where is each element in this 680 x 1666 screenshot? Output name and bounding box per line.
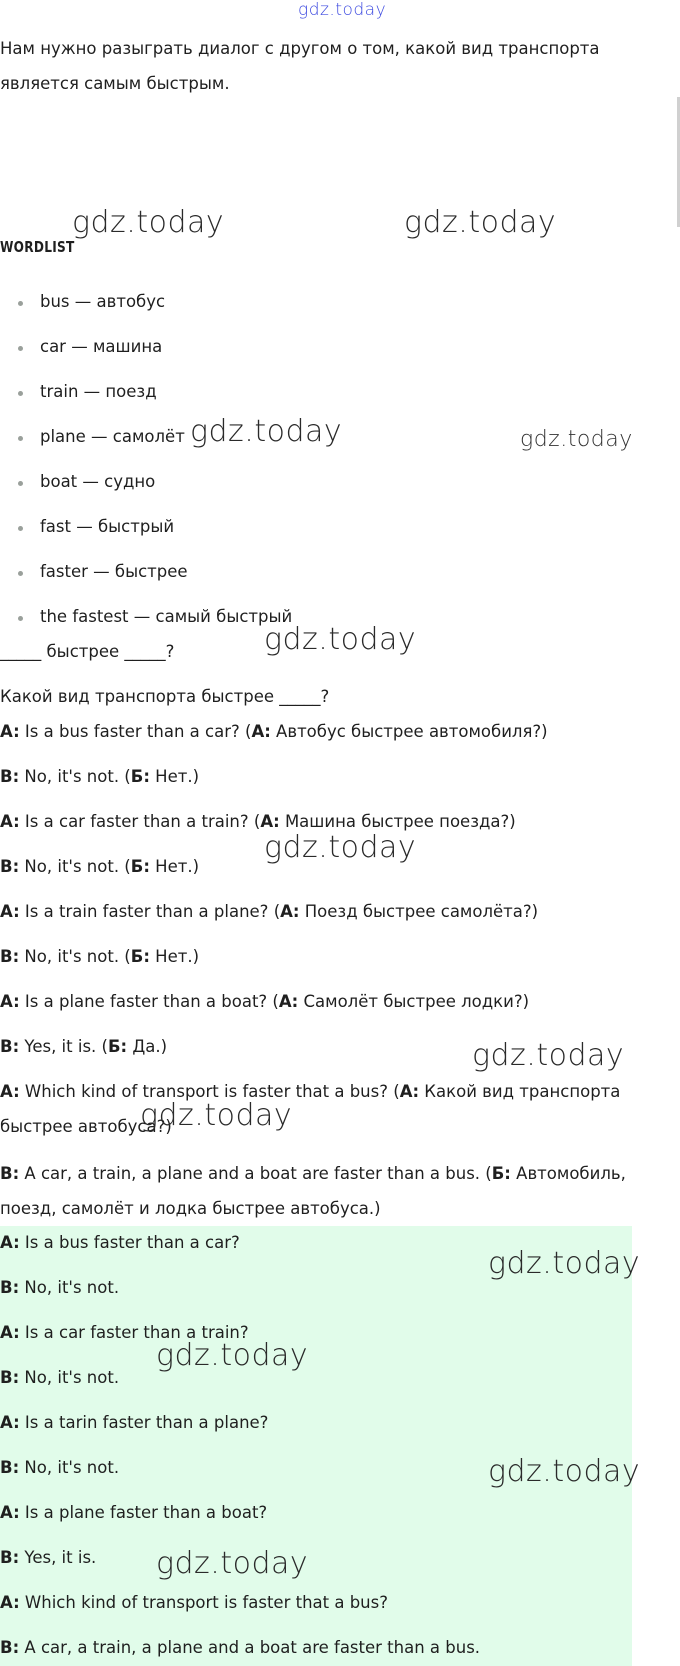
dialogue-line: B: No, it's not. (Б: Нет.) — [0, 857, 200, 876]
dialogue-line: A: Is a car faster than a train? (А: Машина быстрее поезда?) — [0, 812, 516, 831]
answer-line: B: No, it's not. — [0, 1278, 120, 1297]
answer-line: B: Yes, it is. — [0, 1548, 97, 1567]
watermark: gdz.today — [156, 1546, 309, 1581]
answer-line: A: Is a plane faster than a boat? — [0, 1503, 268, 1522]
bullet-icon — [18, 526, 23, 531]
watermark: gdz.today — [404, 205, 557, 240]
watermark: gdz.today — [472, 1038, 625, 1073]
watermark: gdz.today — [156, 1338, 309, 1373]
watermark: gdz.today — [488, 1454, 641, 1489]
bullet-icon — [18, 436, 23, 441]
watermark: gdz.today — [72, 205, 225, 240]
dialogue-line: B: A car, a train, a plane and a boat are faster than a bus. (Б: Автомобиль, поезд, самолёт и лодка быстрее автобуса.) — [0, 1164, 626, 1218]
bullet-icon — [18, 481, 23, 486]
task-description: Нам нужно разыграть диалог с другом о том, какой вид транспорта является самым быстрым. — [0, 39, 600, 93]
answer-line: A: Is a car faster than a train? — [0, 1323, 249, 1342]
dialogue-line: B: No, it's not. (Б: Нет.) — [0, 947, 200, 966]
answer-line: A: Is a tarin faster than a plane? — [0, 1413, 269, 1432]
wordlist-title: WORDLIST — [0, 238, 75, 256]
bullet-icon — [18, 571, 23, 576]
bullet-icon — [18, 346, 23, 351]
answer-line: A: Is a bus faster than a car? — [0, 1233, 240, 1252]
pattern-line: _____ быстрее _____? — [0, 642, 175, 661]
watermark: gdz.today — [264, 622, 417, 657]
dialogue-line: A: Is a bus faster than a car? (А: Автобус быстрее автомобиля?) — [0, 722, 548, 741]
bullet-icon — [18, 301, 23, 306]
answer-line: A: Which kind of transport is faster that a bus? — [0, 1593, 388, 1612]
watermark: gdz.today — [520, 427, 633, 452]
watermark: gdz.today — [140, 1098, 293, 1133]
watermark: gdz.today — [264, 830, 417, 865]
dialogue-line: B: Yes, it is. (Б: Да.) — [0, 1037, 168, 1056]
watermark-top: gdz.today — [298, 0, 387, 20]
dialogue-line: A: Is a plane faster than a boat? (А: Самолёт быстрее лодки?) — [0, 992, 530, 1011]
pattern-line: Какой вид транспорта быстрее _____? — [0, 687, 330, 706]
dialogue-line: B: No, it's not. (Б: Нет.) — [0, 767, 200, 786]
answer-line: B: No, it's not. — [0, 1368, 120, 1387]
bullet-icon — [18, 616, 23, 621]
answer-line: B: No, it's not. — [0, 1458, 120, 1477]
dialogue-line: A: Is a train faster than a plane? (А: Поезд быстрее самолёта?) — [0, 902, 539, 921]
dialogue-line: A: Which kind of transport is faster that a bus? (А: Какой вид транспорта быстрее автобуса?) — [0, 1082, 621, 1136]
bullet-icon — [18, 391, 23, 396]
watermark: gdz.today — [190, 414, 343, 449]
answer-line: B: A car, a train, a plane and a boat are faster than a bus. — [0, 1638, 481, 1657]
watermark: gdz.today — [488, 1246, 641, 1281]
